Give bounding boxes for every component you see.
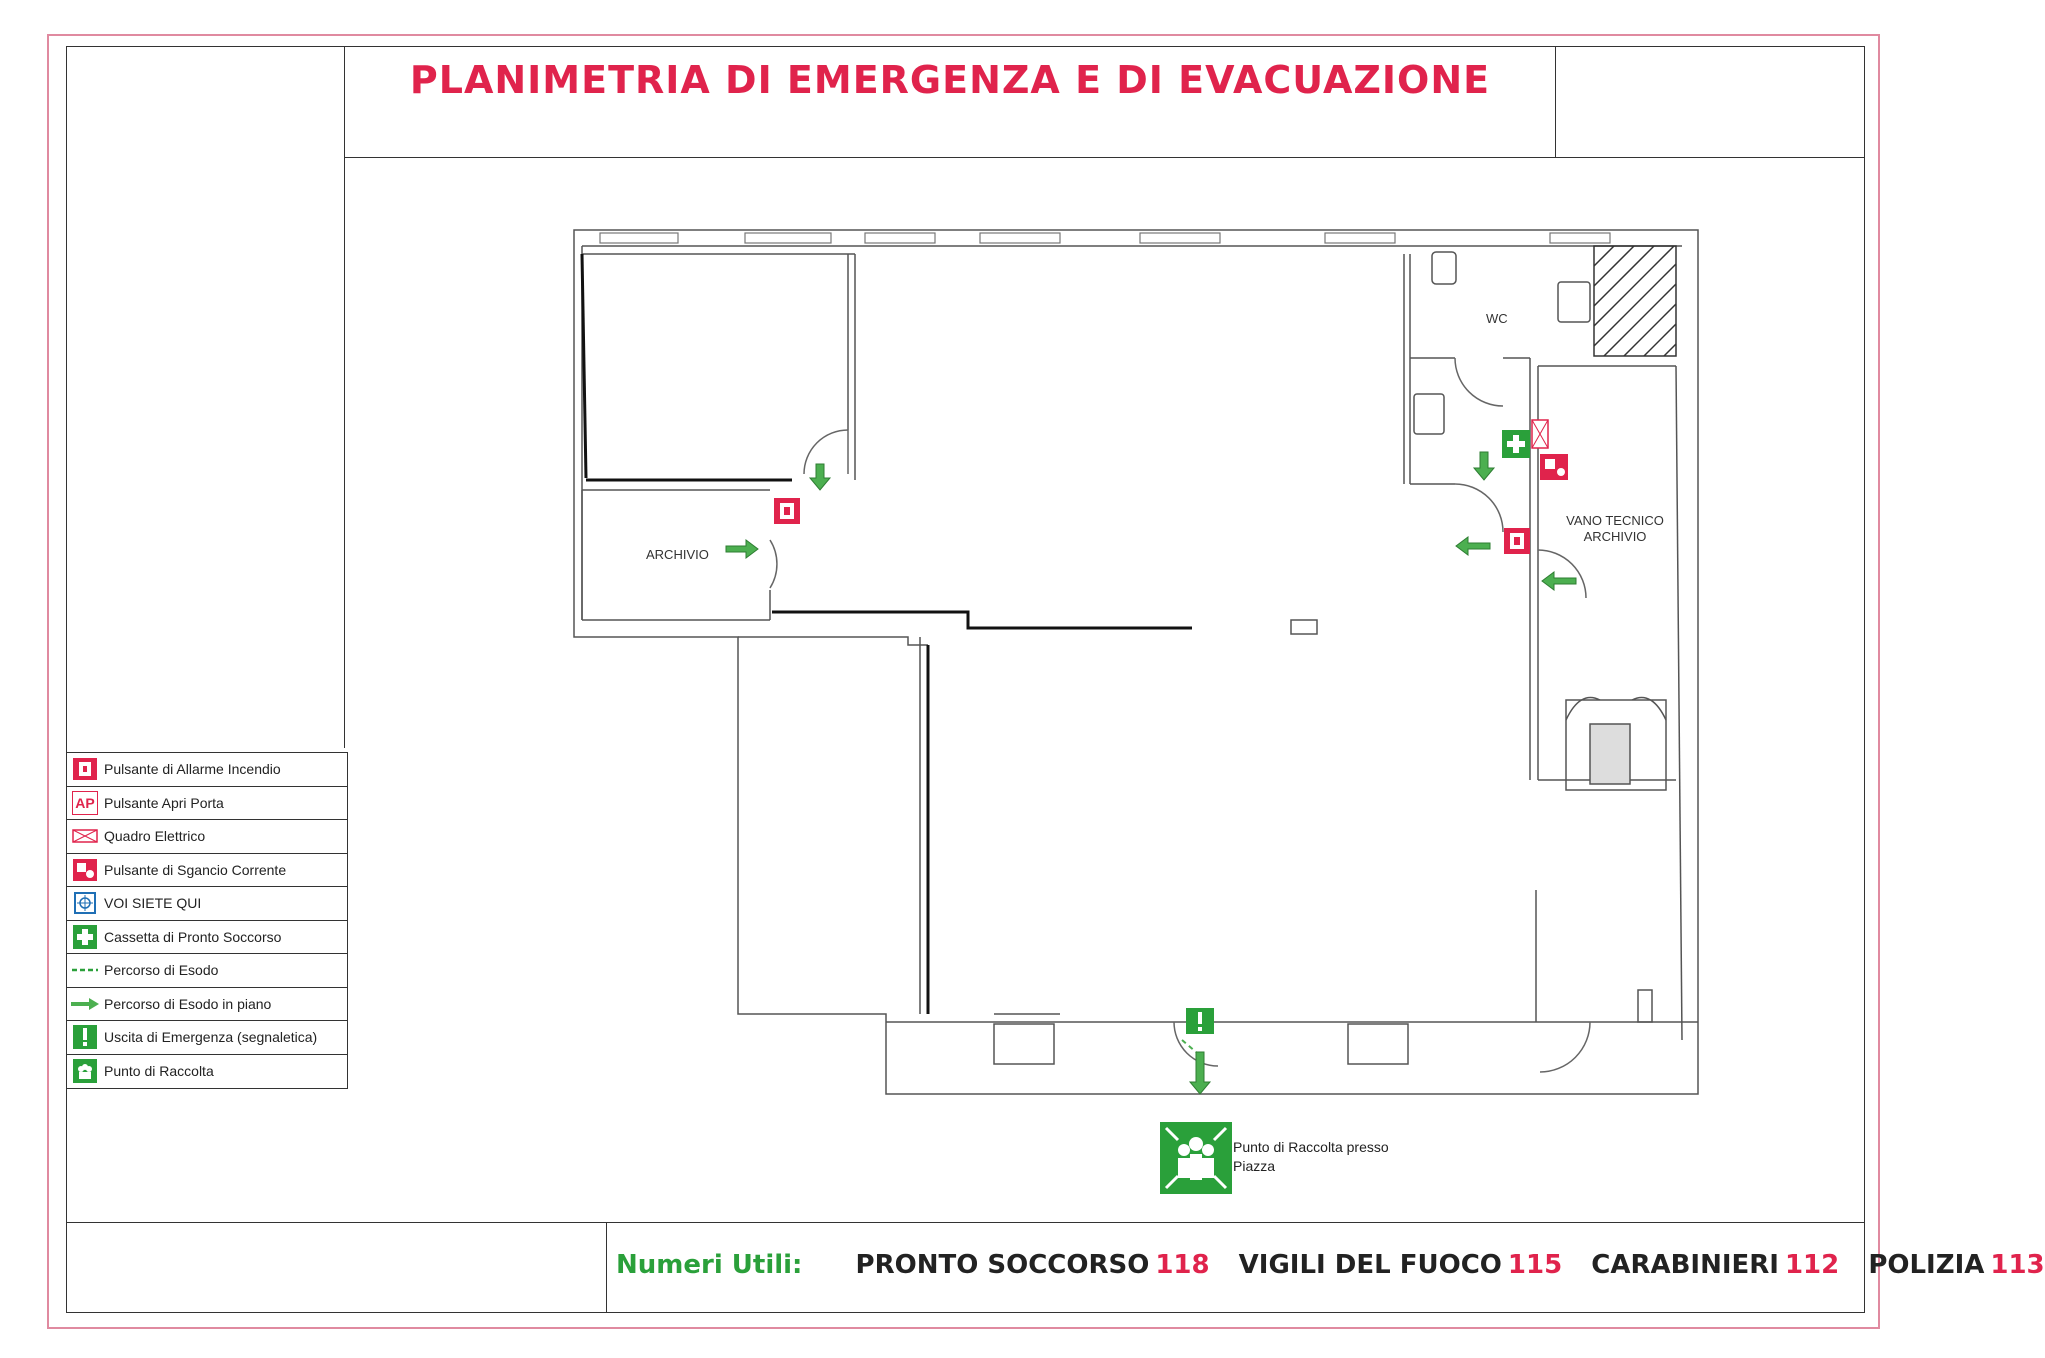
electric-panel-icon xyxy=(1532,420,1548,448)
power-release-button-icon xyxy=(72,858,98,882)
page-title: PLANIMETRIA DI EMERGENZA E DI EVACUAZIONE xyxy=(409,58,1491,102)
fire-alarm-button-icon xyxy=(774,498,800,524)
service-number: 113 xyxy=(1990,1250,2045,1280)
legend-row xyxy=(67,954,347,988)
legend-label: Cassetta di Pronto Soccorso xyxy=(104,928,282,945)
emergency-exit-sign-icon xyxy=(1186,1008,1214,1034)
route-arrow xyxy=(1542,572,1576,590)
legend-row xyxy=(67,787,347,821)
legend-label: Pulsante di Allarme Incendio xyxy=(104,761,281,778)
numbers-label: Numeri Utili: xyxy=(616,1250,803,1280)
room-label-line: ARCHIVIO xyxy=(1583,529,1647,544)
route-arrow xyxy=(810,464,830,490)
footer-divider xyxy=(606,1222,607,1313)
room-label-line: VANO TECNICO xyxy=(1566,513,1664,528)
fire-alarm-button-icon xyxy=(1504,528,1530,554)
legend-label: Quadro Elettrico xyxy=(104,828,206,845)
ap-door-button-icon xyxy=(72,791,98,815)
legend-label: Punto di Raccolta xyxy=(104,1063,214,1080)
route-arrow xyxy=(1456,537,1490,555)
service-number: 115 xyxy=(1507,1250,1563,1280)
ap-icon-text: AP xyxy=(75,794,95,811)
first-aid-kit-icon xyxy=(72,925,98,949)
service-name: PRONTO SOCCORSO xyxy=(855,1250,1150,1280)
legend-row xyxy=(67,820,347,854)
legend-row xyxy=(67,854,347,888)
assembly-point-line: Piazza xyxy=(1233,1158,1276,1174)
legend-row xyxy=(67,1055,347,1089)
legend-label: Uscita di Emergenza (segnaletica) xyxy=(104,1029,318,1046)
dashed-exit-route-icon xyxy=(72,958,98,982)
legend-row xyxy=(67,921,347,955)
first-aid-kit-icon xyxy=(1502,430,1530,458)
power-release-button-icon xyxy=(1540,454,1568,480)
legend-row xyxy=(67,753,347,787)
room-label-archivio: ARCHIVIO xyxy=(646,547,709,562)
service-number: 118 xyxy=(1155,1250,1210,1280)
emergency-numbers xyxy=(616,1250,2045,1280)
electric-panel-icon xyxy=(72,824,98,848)
room-label-vano-tecnico xyxy=(1560,513,1670,545)
service-name: POLIZIA xyxy=(1868,1250,1985,1280)
legend-label: Percorso di Esodo in piano xyxy=(104,995,272,1012)
you-are-here-icon xyxy=(72,891,98,915)
service-name: CARABINIERI xyxy=(1591,1250,1779,1280)
legend-row xyxy=(67,1021,347,1055)
route-arrow xyxy=(726,540,758,558)
assembly-point-icon xyxy=(72,1059,98,1083)
legend-label: VOI SIETE QUI xyxy=(104,895,202,912)
room-label-wc: WC xyxy=(1486,311,1508,326)
legend-row xyxy=(67,887,347,921)
service-number: 112 xyxy=(1784,1250,1840,1280)
route-arrow xyxy=(1474,452,1494,480)
legend xyxy=(66,752,348,1089)
emergency-exit-sign-icon xyxy=(72,1025,98,1049)
legend-label: Percorso di Esodo xyxy=(104,962,219,979)
fire-alarm-button-icon xyxy=(72,757,98,781)
green-arrow-route-icon xyxy=(72,992,98,1016)
legend-label: Pulsante Apri Porta xyxy=(104,794,224,811)
assembly-point-label xyxy=(1233,1138,1433,1176)
legend-label: Pulsante di Sgancio Corrente xyxy=(104,861,287,878)
assembly-point-line: Punto di Raccolta presso xyxy=(1233,1139,1389,1155)
assembly-point-icon xyxy=(1160,1122,1232,1194)
service-name: VIGILI DEL FUOCO xyxy=(1238,1250,1502,1280)
legend-row xyxy=(67,988,347,1022)
